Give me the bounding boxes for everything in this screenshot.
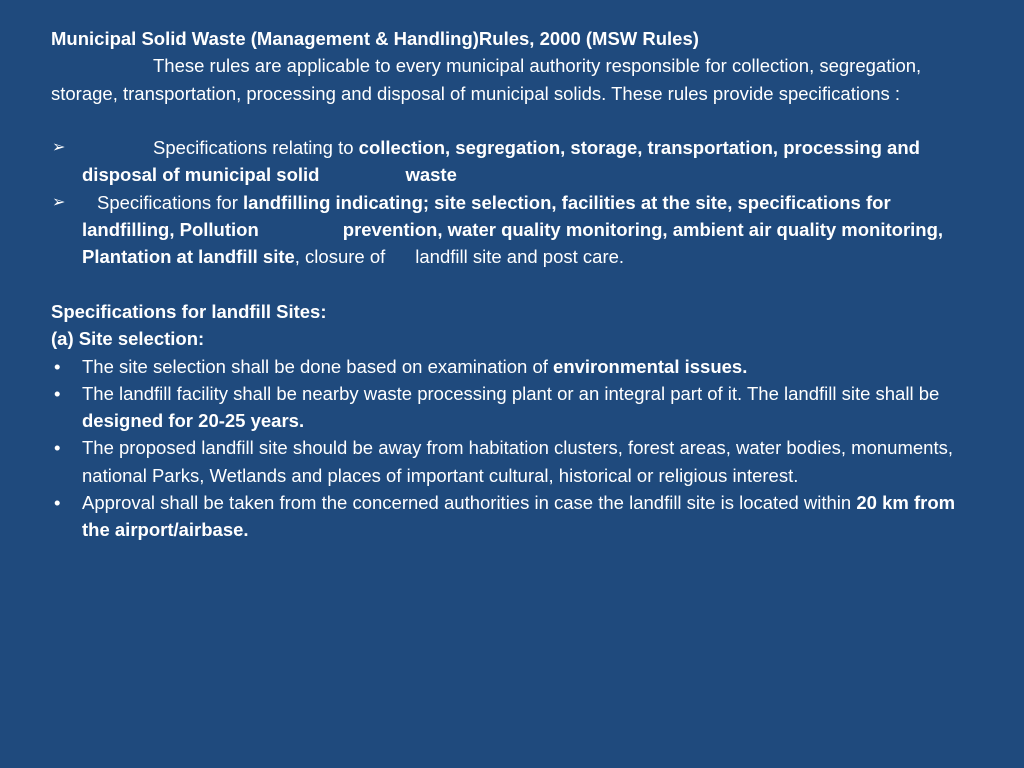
list-item-text: Approval shall be taken from the concerned authorities in case the landfill site is located within	[82, 492, 857, 514]
list-item-text: The landfill facility shall be nearby waste processing plant or an integral part of it. The landfill site shall be	[82, 382, 940, 404]
list-item	[51, 489, 971, 544]
round-bullet-icon: •	[54, 382, 61, 404]
spec2-bold-text: landfilling indicating; site selection, facilities at the site, specifications for landfilling, Pollution	[82, 191, 891, 241]
indent	[82, 137, 153, 158]
spec1-bold-waste: waste	[405, 164, 457, 186]
intro-paragraph: These rules are applicable to every municipal authority responsible for collection, segregation, storage, transportation, processing and disposal of municipal solids. These rules provide specifications :	[51, 55, 922, 104]
list-item	[51, 380, 971, 435]
spec-item-collection	[51, 134, 971, 189]
list-item	[51, 434, 971, 489]
list-item-bold: 20 km from the airport/airbase.	[82, 492, 956, 541]
spec-item-landfilling	[51, 189, 971, 271]
indent	[82, 192, 97, 213]
spec2-rest-text-continued: landfill site and post care.	[415, 246, 625, 268]
slide-content	[51, 25, 971, 544]
list-item-text: The proposed landfill site should be away from habitation clusters, forest areas, water bodies, monuments, national Parks, Wetlands and places of important cultural, historical or religious interest.	[82, 437, 953, 486]
list-item-bold: designed for 20-25 years.	[82, 410, 305, 432]
site-selection-heading: (a) Site selection:	[51, 328, 205, 350]
spec2-bold-text-continued: prevention, water quality monitoring, ambient air quality monitoring, Plantation at landfill site	[82, 219, 944, 268]
list-item	[51, 353, 971, 380]
spec2-rest-text: , closure of	[294, 246, 386, 268]
list-item-text: The site selection shall be done based on examination of	[82, 355, 554, 377]
arrow-bullet-icon: ➢	[52, 193, 66, 211]
list-item-bold: environmental issues.	[553, 355, 748, 377]
round-bullet-icon: •	[54, 437, 61, 459]
page-title: Municipal Solid Waste (Management & Handling)Rules, 2000 (MSW Rules)	[51, 28, 699, 49]
spacer	[51, 271, 971, 298]
round-bullet-icon: •	[54, 492, 61, 514]
spec1-bold-text: collection, segregation, storage, transportation, processing and disposal of municipal solid	[82, 137, 920, 186]
round-bullet-icon: •	[54, 355, 61, 377]
spec1-prefix: Specifications relating to	[153, 137, 359, 159]
landfill-sites-heading: Specifications for landfill Sites:	[51, 300, 327, 322]
spacer	[51, 107, 971, 134]
arrow-bullet-icon: ➢	[52, 139, 66, 157]
spec2-prefix: Specifications for	[97, 191, 244, 213]
